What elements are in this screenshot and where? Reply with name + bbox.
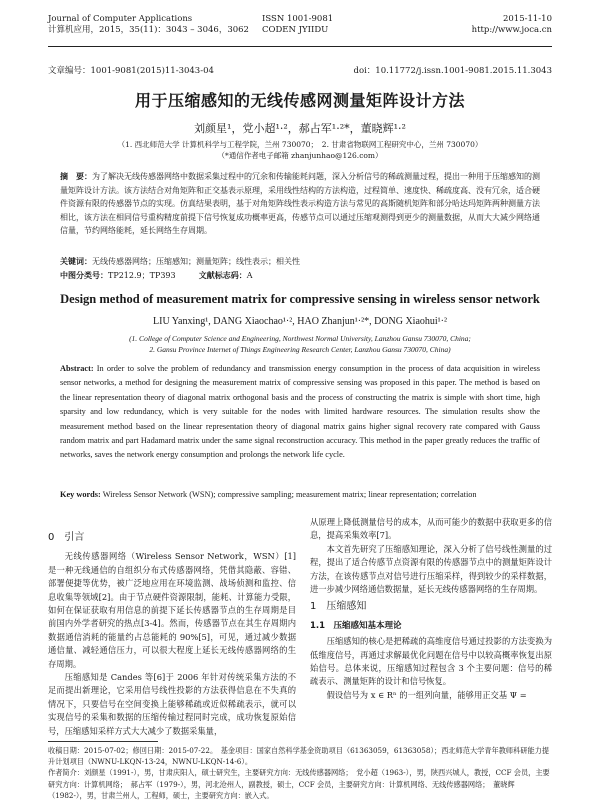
issn: ISSN 1001-9081 xyxy=(262,14,334,24)
publish-date: 2015-11-10 xyxy=(502,14,552,24)
doi: doi：10.11772/j.issn.1001-9081.2015.11.3043 xyxy=(353,66,552,76)
affiliations-en xyxy=(0,333,600,355)
abstract-en xyxy=(60,362,540,463)
abstract-en-text: In order to solve the problem of redundancy and transmission energy consumption in the process of data acquisition in wireless sensor networks, a method for designing the measurement matrix of compressive sensing was proposed in this paper. The method is based on the linear representation theory of diagonal matrix orthogonal basis and the process of constructing the matrix is simple with short time, high sparsity and low redundancy, which is very suitable for the nodes with limited hardware resources. The simulation results show the measurement method based on the linear representation theory of diagonal matrix gains higher signal recovery rate compared with Gauss random matrix and part Hadamard matrix under the same signal reconstruction accuracy. This method in the paper greatly reduces the traffic of networks, saves the network energy consumption and prolongs the network life cycle. xyxy=(60,364,540,460)
affiliation-line: 2. Gansu Province Internet of Things Engineering Research Center, Lanzhou Gansu 730070, China) xyxy=(149,345,451,354)
article-meta-row xyxy=(48,64,552,76)
journal-issue-cn: 计算机应用，2015，35(11)：3043 – 3046，3062 xyxy=(48,25,249,35)
authors-en: LIU Yanxing¹, DANG Xiaochao¹·², HAO Zhanjun¹·²*, DONG Xiaohui¹·² xyxy=(153,316,447,327)
journal-header-left xyxy=(48,14,249,36)
abstract-cn-label: 摘 要： xyxy=(60,171,92,181)
abstract-cn-text: 为了解决无线传感器网络中数据采集过程中的冗余和传输能耗问题，深入分析信号的稀疏测量过程，提出一种用于压缩感知的测量矩阵设计方法。该方法结合对角矩阵和正交基表示原理，采用线性结构的方法构造，过程简单、速度快、稀疏度高、没有冗余，适合硬件资源有限的传感器节点的实现。仿真结果表明，基于对角矩阵线性表示构造方法与常见的高斯随机矩阵和部分哈达玛矩阵两种测量方法相比，该方法在相同信号重构精度前提下信号恢复成功概率更高，传感节点可以通过压缩观测得到更少的测量数据，从而大大减少网络通信量，节约网络能耗，延长网络生存周期。 xyxy=(60,172,540,236)
article-number: 文章编号：1001-9081(2015)11-3043-04 xyxy=(48,66,214,76)
header-rule xyxy=(48,46,552,47)
doc-code-value: A xyxy=(246,271,253,280)
body-paragraph: 本文首先研究了压缩感知理论，深入分析了信号线性测量的过程，提出了适合传感节点资源有限的传感器节点中的测量矩阵设计方法，在该传感节点对信号进行压缩采样，得到较少的采样数据，进一步减少网络通信数据量，延长无线传感器网络的生存周期。 xyxy=(310,543,552,595)
paper-title-en: Design method of measurement matrix for compressive sensing in wireless sensor network xyxy=(60,292,540,306)
journal-header-right xyxy=(472,14,552,36)
body-column-left xyxy=(48,527,296,738)
journal-header-center xyxy=(262,14,333,36)
body-paragraph: 无线传感器网络（Wireless Sensor Network，WSN）[1]是一种无线通信的自组织分布式传感器网络，凭借其隐蔽、容错、部署便捷等优势，被广泛地应用在环境监测、战场侦测和监控、信息收集等领域[2]。由于节点硬件资源限制，能耗、计算能力受限，如何在保证获取有用信息的前提下延长传感器节点的生存周期是目前国内外学者研究的热点[3-4]。然而，传感器节点在其生存周期内数据通信消耗的能量约占总能耗的 90%[5]，可见，通过减少数据通信量、减轻通信压力，可以很大程度上延长无线传感器网络的生存周期。 xyxy=(48,551,296,669)
authors-cn: 刘颜星¹，党小超¹·²，郝占军¹·²*，董晓辉¹·² xyxy=(194,122,406,135)
body-paragraph: 压缩感知是 Candes 等[6]于 2006 年针对传统采集方法的不足而提出新理论，它采用信号线性投影的方法获得信息在不失真的情况下，只要信号在空间变换上能够稀疏或近似稀疏表示，就可以实现信号的采集和数据的压缩传输过程同时完成，成功恢复原始信号，压缩感知采样方式大大减少了数据采集量， xyxy=(48,672,296,736)
clc-value: TP212.9；TP393 xyxy=(108,271,176,280)
affiliations-cn xyxy=(0,139,600,161)
journal-name-en: Journal of Computer Applications xyxy=(48,14,193,24)
body-paragraph: 假设信号为 x ∈ Rⁿ 的一组列向量，能够用正交基 Ψ = xyxy=(326,689,527,700)
keywords-en xyxy=(60,488,540,502)
journal-website: http://www.joca.cn xyxy=(471,25,552,35)
keywords-cn-label: 关键词： xyxy=(60,256,92,266)
body-column-right xyxy=(310,516,552,702)
keywords-en-text: Wireless Sensor Network (WSN); compressive sampling; measurement matrix; linear representation; correlation xyxy=(102,490,477,499)
affiliation-line: （1. 西北师范大学 计算机科学与工程学院，兰州 730070； 2. 甘肃省物联网工程研究中心，兰州 730070） xyxy=(117,140,483,149)
doc-code-label: 文献标志码： xyxy=(198,270,247,280)
footnote-received-funding: 收稿日期：2015-07-02；修回日期：2015-07-22。 基金项目：国家自然科学基金资助项目（61363059，61363058）；西北师范大学青年教师科研能力提升计划项目（NWNU-LKQN-13-24，NWNU-LKQN-14-6）。 xyxy=(48,746,550,767)
keywords-en-label: Key words: xyxy=(60,490,101,499)
abstract-en-label: Abstract: xyxy=(60,364,94,373)
paper-title-cn: 用于压缩感知的无线传感网测量矩阵设计方法 xyxy=(134,91,465,110)
section-heading-compressive-sensing: 1 压缩感知 xyxy=(310,601,367,613)
body-paragraph: 从原理上降低测量信号的成本，从而可能少的数据中获取更多的信息，提高采集效率[7]。 xyxy=(310,517,552,541)
coden: CODEN JYIIDU xyxy=(262,25,329,35)
corresponding-email: （*通信作者电子邮箱 zhanjunhao@126.com） xyxy=(217,151,383,160)
clc-label: 中图分类号： xyxy=(60,270,108,280)
classification-cn xyxy=(60,270,540,281)
keywords-cn xyxy=(60,256,540,267)
footnote-author-bios: 作者简介：刘颜星（1991-），男，甘肃庆阳人，硕士研究生，主要研究方向：无线传感器网络； 党小超（1963-），男，陕西兴城人，教授，CCF 会员，主要研究方向：计算机网络； 郝占军（1979-），男，河北沧州人，副教授，硕士，CCF 会员，主要研究方向：计算机网络、无线传感器网络； 董晓辉（1982-），男，甘肃兰州人，工程师，硕士，主要研究方向：嵌入式。 xyxy=(48,768,550,800)
affiliation-line: (1. College of Computer Science and Engineering, Northwest Normal University, Lanzhou Gansu 730070, China; xyxy=(129,334,471,343)
body-paragraph: 压缩感知的核心是把稀疏的高维度信号通过投影的方法变换为低维度信号，再通过求解最优化问题在信号中以较高概率恢复出原始信号。总体来说，压缩感知过程包含 3 个主要问题：信号的稀疏表示、测量矩阵的设计和信号恢复。 xyxy=(310,636,552,687)
keywords-cn-text: 无线传感器网络；压缩感知；测量矩阵；线性表示；相关性 xyxy=(92,257,300,266)
section-heading-introduction: 0 引言 xyxy=(48,532,85,543)
abstract-cn xyxy=(60,170,540,238)
footnotes xyxy=(48,745,552,801)
footnote-rule xyxy=(48,741,158,742)
subsection-heading-basic-theory: 1.1 压缩感知基本理论 xyxy=(310,620,402,631)
